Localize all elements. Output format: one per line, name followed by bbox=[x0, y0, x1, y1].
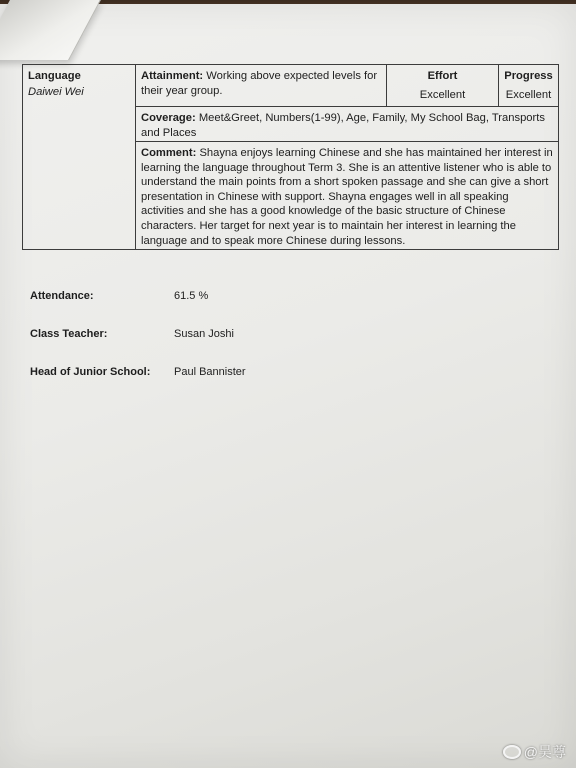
effort-heading: Effort bbox=[427, 70, 458, 82]
teacher-name: Daiwei Wei bbox=[28, 85, 84, 98]
attainment-label: Attainment: bbox=[141, 70, 204, 82]
comment-label: Comment: bbox=[141, 147, 197, 159]
comment-text: Shayna enjoys learning Chinese and she has maintained her interest in learning the language throughout Term 3. She is an attentive listener who is able to understand the main points from a short spoken passage and she can give a short presentation in Chinese with support. Shayna engages well in all speaking activities and she has a good knowledge of the basic structure of Chinese characters. Her target for next year is to maintain her interest in learning the language and to speak more Chinese during lessons. bbox=[141, 147, 553, 247]
head-of-school-label: Head of Junior School: bbox=[30, 366, 151, 378]
class-teacher-value: Susan Joshi bbox=[174, 328, 234, 340]
weibo-icon bbox=[503, 745, 521, 759]
language-report-table bbox=[22, 64, 559, 250]
coverage-cell bbox=[136, 107, 558, 142]
progress-heading: Progress bbox=[504, 70, 553, 82]
progress-cell bbox=[499, 65, 558, 107]
coverage-label: Coverage: bbox=[141, 112, 196, 124]
class-teacher-label: Class Teacher: bbox=[30, 328, 108, 340]
report-paper bbox=[0, 4, 576, 768]
progress-value: Excellent bbox=[505, 88, 552, 101]
attendance-label: Attendance: bbox=[30, 290, 94, 302]
attendance-value: 61.5 % bbox=[174, 290, 209, 302]
language-cell bbox=[23, 65, 136, 249]
comment-cell bbox=[136, 142, 558, 249]
effort-value: Excellent bbox=[419, 88, 466, 101]
folded-corner bbox=[0, 0, 101, 60]
weibo-watermark bbox=[503, 742, 566, 762]
effort-cell bbox=[387, 65, 499, 107]
watermark-handle: @吴尊 bbox=[523, 744, 566, 760]
attainment-cell bbox=[136, 65, 387, 107]
head-of-school-value: Paul Bannister bbox=[174, 366, 246, 378]
language-heading: Language bbox=[28, 70, 81, 82]
attainment-text: Working above expected levels for their year group. bbox=[141, 70, 378, 97]
coverage-text: Meet&Greet, Numbers(1-99), Age, Family, My School Bag, Transports and Places bbox=[141, 112, 545, 139]
